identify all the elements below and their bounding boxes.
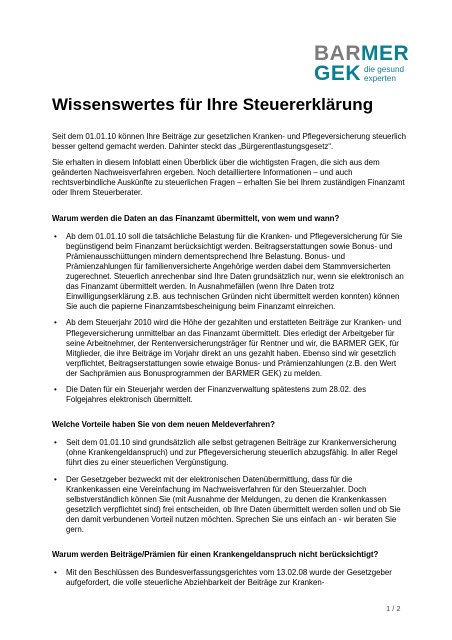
section-question: Welche Vorteile haben Sie von dem neuen Meldeverfahren? [52, 420, 275, 430]
page-title: Wissenswertes für Ihre Steuererklärung [52, 95, 374, 114]
list-item: • Mit den Beschlüssen des Bundesverfassungsgerichtes vom 13.02.08 wurde der Gesetzgeber aufgefordert, die volle steuerliche Abziehbarkeit der Beiträge zur Kranken- [54, 568, 392, 588]
bullet-icon: • [54, 384, 57, 394]
list-item: • Ab dem 01.01.10 soll die tatsächliche Belastung für die Kranken- und Pflegeversicherung für Sie begünstigend beim Finanzamt berücksichtigt werden. Beitragserstattungen sowie Bonus- und Prämienausschüttungen mindern dementsprechend Ihre Belastung. Bonus- und Prämienzahlungen für familienversicherte Angehörige werden dabei dem Stammversicherten zugerechnet. Steuerlich anrechenbar sind Ihre Daten grundsätzlich nur, wenn sie elektronisch an das Finanzamt übermittelt werden. In Ausnahmefällen (wenn Ihre Daten trotz Einwilligungserklärung z.B. aus technischen Gründen nicht übermittelt werden konnten) können Sie auch die papierne Finanzamtsbescheinigung beim Finanzamt einreichen. [54, 231, 404, 312]
intro-paragraph: Seit dem 01.01.10 können Ihre Beiträge zur gesetzlichen Kranken- und Pflegeversicherung steuerlich besser geltend gemacht werden. Dahinter steckt das „Bürgerentlastungsgesetz“. [52, 132, 406, 152]
list-item: • Die Daten für ein Steuerjahr werden der Finanzverwaltung spätestens zum 28.02. des Folgejahres elektronisch übermittelt. [54, 384, 367, 405]
intro-paragraph: Sie erhalten in diesem Infoblatt einen Überblick über die wichtigsten Fragen, die sich aus dem geänderten Nachweisverfahren ergeben. Noch detailliertere Informationen – und auch rechtsverbindliche Auskünfte zu steuerlichen Fragen – erhalten Sie bei Ihrem zuständigen Finanzamt oder Ihrem Steuerberater. [52, 158, 405, 198]
list-item: • Ab dem Steuerjahr 2010 wird die Höhe der gezahlten und erstatteten Beiträge zur Kranken- und Pflegeversicherung unmittelbar an das Finanzamt übermittelt. Dies erledigt der Arbeitgeber für seine Arbeitnehmer, der Rentenversicherungsträger für Rentner und wir, die BARMER GEK, für Mitglieder, die ihre Beiträge im Vorjahr direkt an uns gezahlt haben. Ebenso sind wir gesetzlich verpflichtet, Beitragserstattungen sowie etwaige Bonus- und Prämienzahlungen (z.B. den Wert der Sachprämien aus Bonusprogrammen der BARMER GEK) zu melden. [54, 318, 402, 378]
section-question: Warum werden die Daten an das Finanzamt übermittelt, von wem und wann? [52, 213, 340, 223]
bullet-icon: • [54, 568, 57, 578]
section-question: Warum werden Beiträge/Prämien für einen Krankengeldanspruch nicht berücksichtigt? [52, 550, 379, 560]
document-body [52, 132, 407, 594]
logo-gek: GEK [314, 62, 362, 85]
logo-wordmark: BARMER [314, 42, 410, 65]
bullet-icon: • [54, 474, 57, 484]
bullet-list [52, 438, 407, 535]
barmer-gek-logo [314, 44, 426, 86]
list-item: • Seit dem 01.01.10 sind grundsätzlich alle selbst getragenen Beiträge zur Krankenversicherung (ohne Krankengeldanspruch) und zur Pflegeversicherung steuerlich abzugsfähig. In aller Regel führt dies zu einer steuerlichen Vergünstigung. [54, 438, 398, 468]
bullet-icon: • [54, 231, 57, 241]
list-item: • Der Gesetzgeber bezweckt mit der elektronischen Datenübermittlung, dass für die Krankenkassen eine Vereinfachung im Nachweisverfahren für den Steuerzahler. Doch selbstverständlich können Sie (mit Ausnahme der Meldungen, zu denen die Krankenkassen gesetzlich verpflichtet sind) frei entscheiden, ob Ihre Daten übermittelt werden sollen und ob Sie den damit verbundenen Vorteil nutzen möchten. Sprechen Sie uns einfach an - wir beraten Sie gern. [54, 474, 401, 534]
bullet-list [52, 568, 407, 588]
bullet-list [52, 232, 407, 406]
logo-tagline: die gesund experten [364, 65, 405, 83]
page-number: 1 / 2 [386, 604, 401, 613]
bullet-icon: • [54, 318, 57, 328]
bullet-icon: • [54, 438, 57, 448]
